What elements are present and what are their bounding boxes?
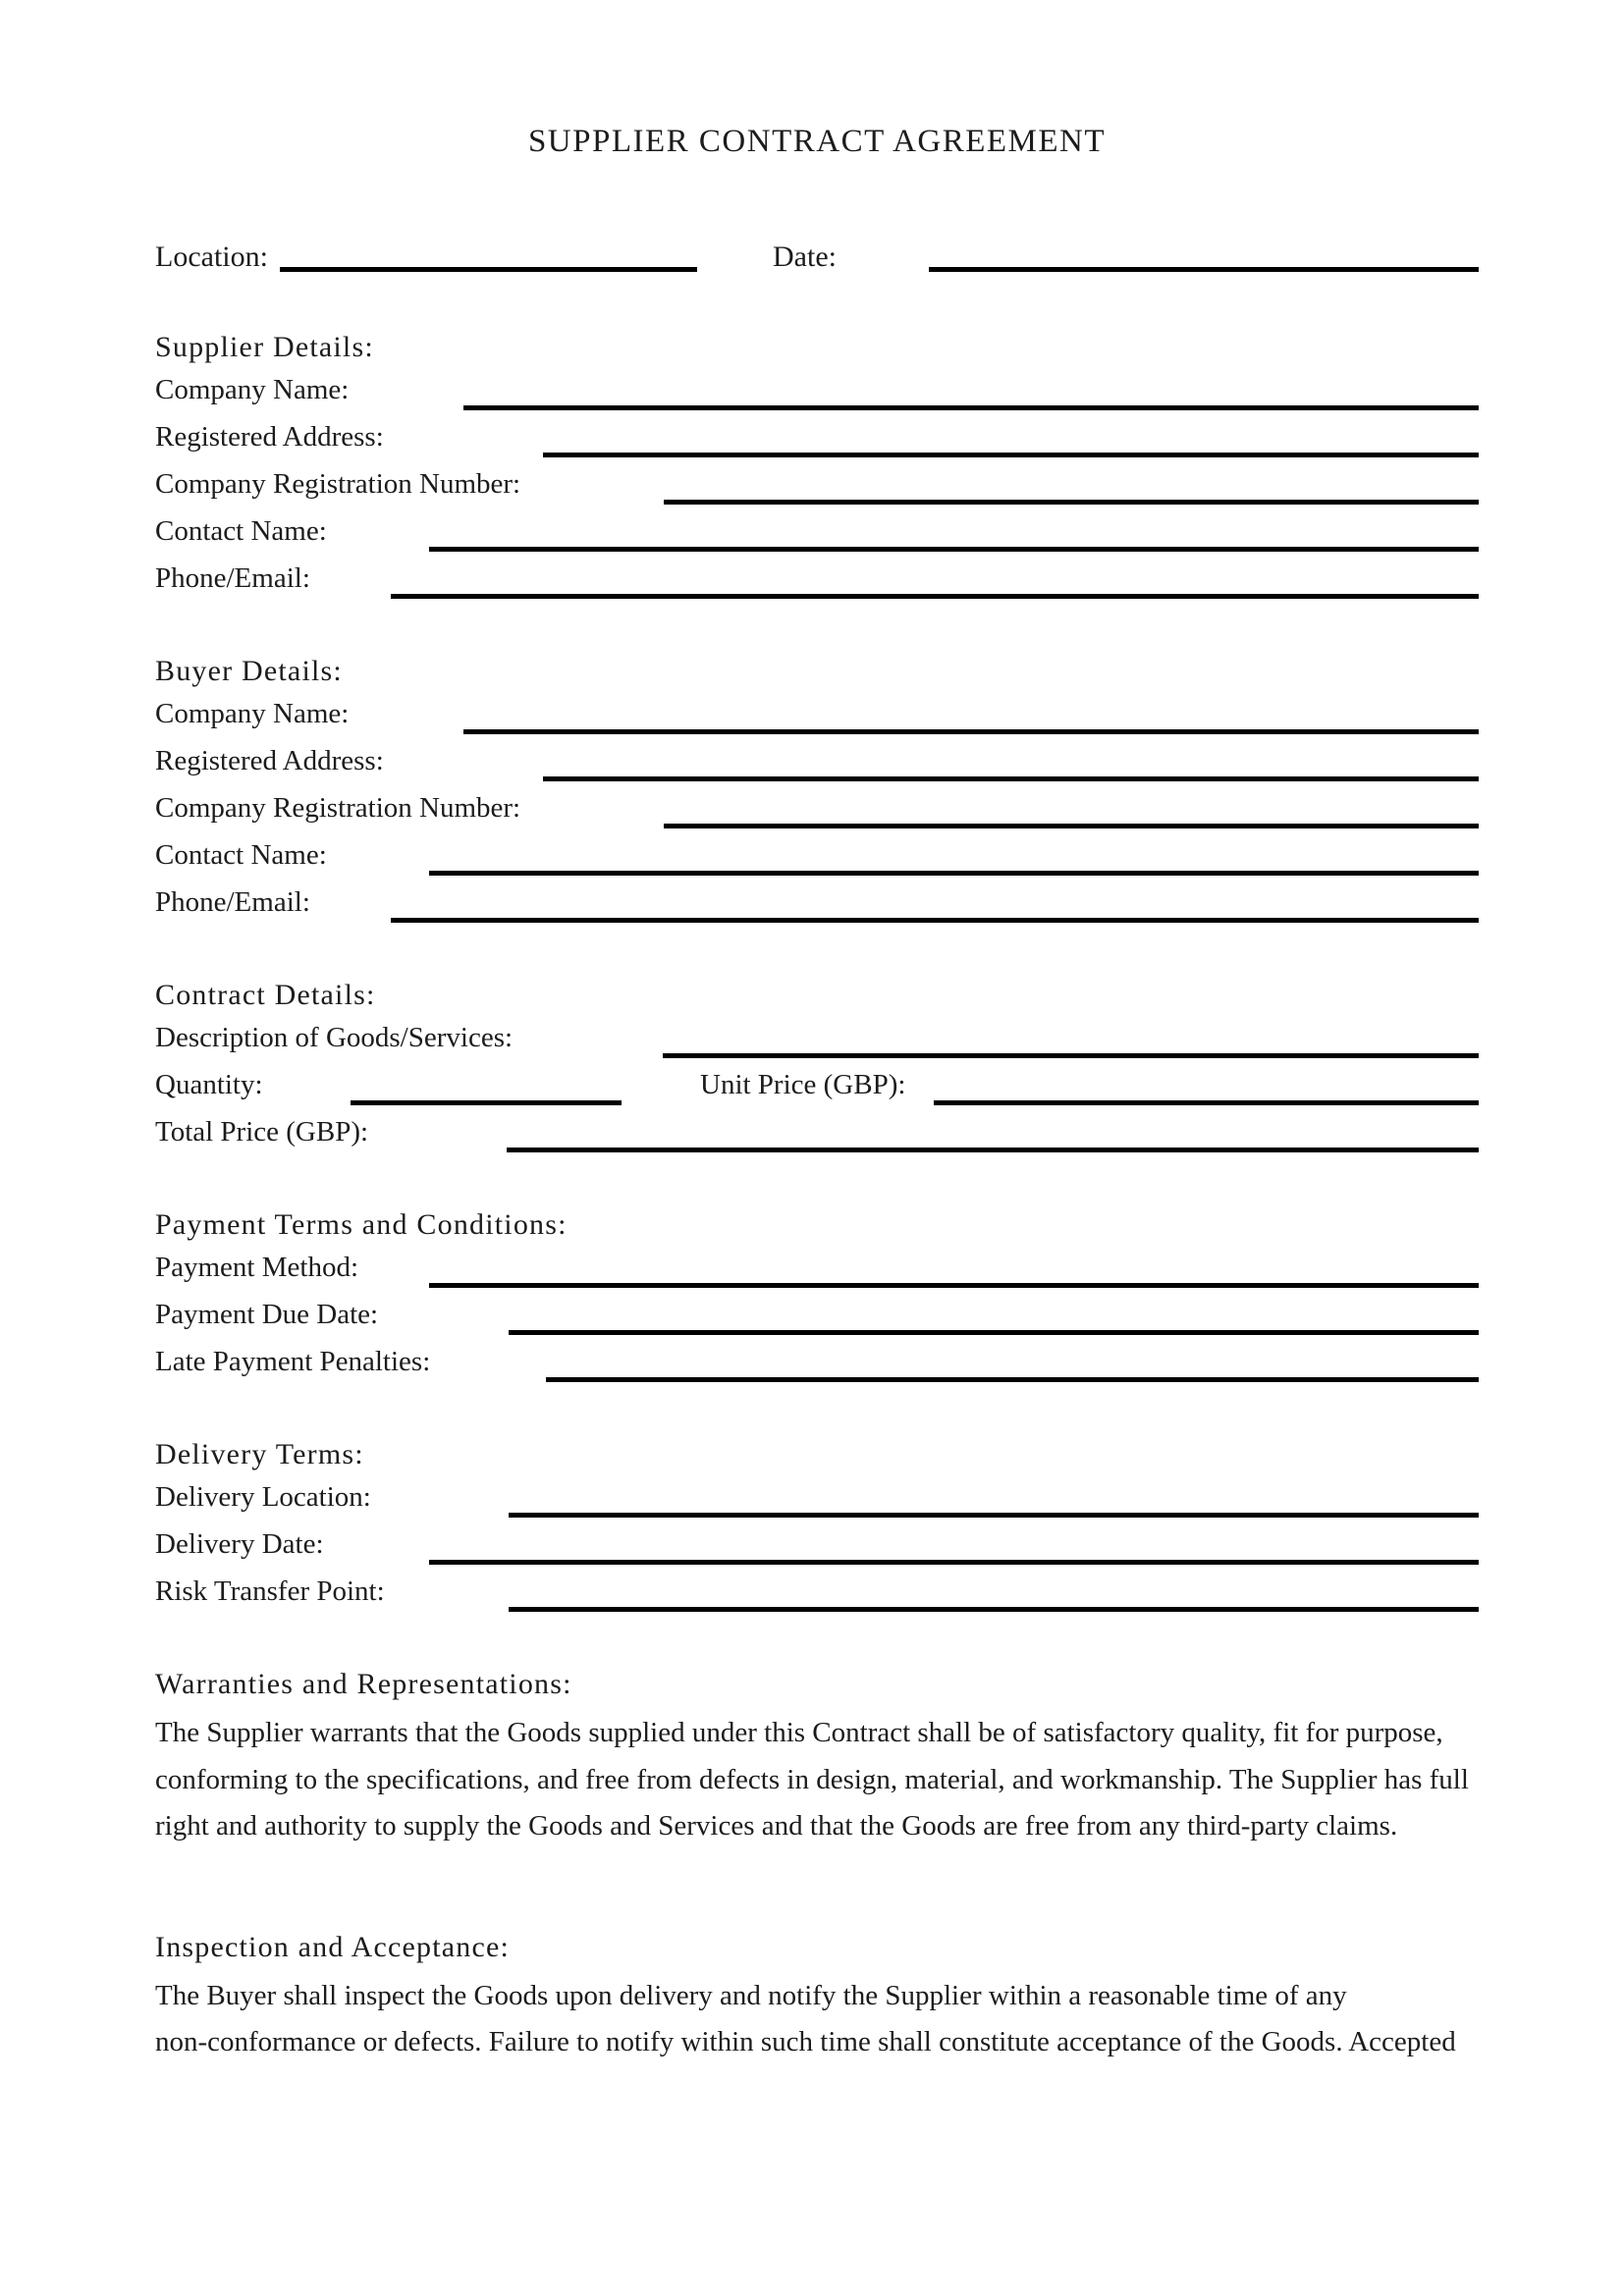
- contract-total-price-line: [507, 1148, 1479, 1152]
- inspection-paragraph: [155, 1973, 1479, 2066]
- buyer-contact-name-line: [429, 871, 1479, 876]
- document-title: SUPPLIER CONTRACT AGREEMENT: [527, 124, 1107, 159]
- delivery-location-line: [509, 1513, 1479, 1518]
- document-content: [155, 0, 1479, 2066]
- buyer-contact-name-label: Contact Name:: [155, 839, 327, 871]
- warranties-paragraph-line: right and authority to supply the Goods and Services and that the Goods are free from any third-party claims.: [155, 1810, 1398, 1842]
- buyer-registration-number-row: [155, 783, 1479, 830]
- warranties-paragraph-line: conforming to the specifications, and free from defects in design, material, and workmanship. The Supplier has full: [155, 1763, 1469, 1795]
- delivery-date-row: [155, 1520, 1479, 1567]
- inspection-paragraph-line: non-conformance or defects. Failure to notify within such time shall constitute acceptance of the Goods. Accepted: [155, 2026, 1456, 2057]
- buyer-company-name-row: [155, 689, 1479, 736]
- contract-description-line: [663, 1053, 1479, 1058]
- buyer-phone-email-label: Phone/Email:: [155, 886, 310, 918]
- delivery-location-label: Delivery Location:: [155, 1481, 371, 1513]
- risk-transfer-point-line: [509, 1607, 1479, 1612]
- risk-transfer-point-row: [155, 1567, 1479, 1614]
- delivery-location-row: [155, 1472, 1479, 1520]
- warranties-heading: Warranties and Representations:: [155, 1668, 572, 1700]
- contract-details-heading: Contract Details:: [155, 979, 376, 1011]
- supplier-contact-name-row: [155, 507, 1479, 554]
- buyer-registered-address-line: [543, 776, 1479, 781]
- delivery-terms-heading: Delivery Terms:: [155, 1438, 364, 1470]
- contract-total-price-row: [155, 1107, 1479, 1154]
- payment-method-label: Payment Method:: [155, 1252, 359, 1283]
- supplier-phone-email-label: Phone/Email:: [155, 562, 310, 594]
- supplier-contact-name-line: [429, 547, 1479, 552]
- supplier-phone-email-row: [155, 554, 1479, 601]
- buyer-registered-address-label: Registered Address:: [155, 745, 384, 776]
- late-payment-penalties-label: Late Payment Penalties:: [155, 1346, 431, 1377]
- buyer-details-heading: Buyer Details:: [155, 655, 343, 687]
- risk-transfer-point-label: Risk Transfer Point:: [155, 1575, 385, 1607]
- buyer-company-name-label: Company Name:: [155, 698, 350, 729]
- supplier-details-heading: Supplier Details:: [155, 331, 374, 363]
- buyer-phone-email-line: [391, 918, 1479, 923]
- contract-unit-price-line: [934, 1100, 1479, 1105]
- location-blank-line: [280, 267, 697, 272]
- warranties-paragraph-line: The Supplier warrants that the Goods supplied under this Contract shall be of satisfactory quality, fit for purpose,: [155, 1717, 1443, 1748]
- location-label: Location:: [155, 240, 268, 273]
- supplier-registration-number-line: [664, 500, 1479, 505]
- buyer-registration-number-label: Company Registration Number:: [155, 792, 521, 824]
- supplier-company-name-row: [155, 365, 1479, 412]
- buyer-registration-number-line: [664, 824, 1479, 828]
- location-date-row: [155, 237, 1479, 273]
- supplier-company-name-line: [463, 405, 1479, 410]
- warranties-paragraph: [155, 1710, 1479, 1850]
- contract-unit-price-label: Unit Price (GBP):: [700, 1069, 906, 1100]
- contract-total-price-label: Total Price (GBP):: [155, 1116, 369, 1148]
- payment-due-date-line: [509, 1330, 1479, 1335]
- payment-method-line: [429, 1283, 1479, 1288]
- date-label: Date:: [773, 240, 837, 273]
- buyer-phone-email-row: [155, 878, 1479, 925]
- payment-method-row: [155, 1243, 1479, 1290]
- buyer-registered-address-row: [155, 736, 1479, 783]
- contract-quantity-label: Quantity:: [155, 1069, 263, 1100]
- late-payment-penalties-line: [546, 1377, 1479, 1382]
- date-blank-line: [929, 267, 1479, 272]
- delivery-date-line: [429, 1560, 1479, 1565]
- inspection-paragraph-line: The Buyer shall inspect the Goods upon delivery and notify the Supplier within a reasonable time of any: [155, 1979, 1347, 2011]
- supplier-company-name-label: Company Name:: [155, 374, 350, 405]
- supplier-phone-email-line: [391, 594, 1479, 599]
- contract-description-label: Description of Goods/Services:: [155, 1022, 514, 1053]
- payment-terms-heading: Payment Terms and Conditions:: [155, 1208, 568, 1241]
- buyer-contact-name-row: [155, 830, 1479, 878]
- supplier-registered-address-label: Registered Address:: [155, 421, 384, 453]
- late-payment-penalties-row: [155, 1337, 1479, 1384]
- supplier-registered-address-line: [543, 453, 1479, 457]
- inspection-heading: Inspection and Acceptance:: [155, 1930, 511, 1963]
- payment-due-date-row: [155, 1290, 1479, 1337]
- contract-description-row: [155, 1013, 1479, 1060]
- payment-due-date-label: Payment Due Date:: [155, 1299, 379, 1330]
- supplier-registration-number-label: Company Registration Number:: [155, 468, 521, 500]
- buyer-company-name-line: [463, 729, 1479, 734]
- supplier-registration-number-row: [155, 459, 1479, 507]
- contract-quantity-unit-price-row: [155, 1060, 1479, 1107]
- supplier-registered-address-row: [155, 412, 1479, 459]
- contract-quantity-line: [351, 1100, 622, 1105]
- supplier-contact-name-label: Contact Name:: [155, 515, 327, 547]
- delivery-date-label: Delivery Date:: [155, 1528, 324, 1560]
